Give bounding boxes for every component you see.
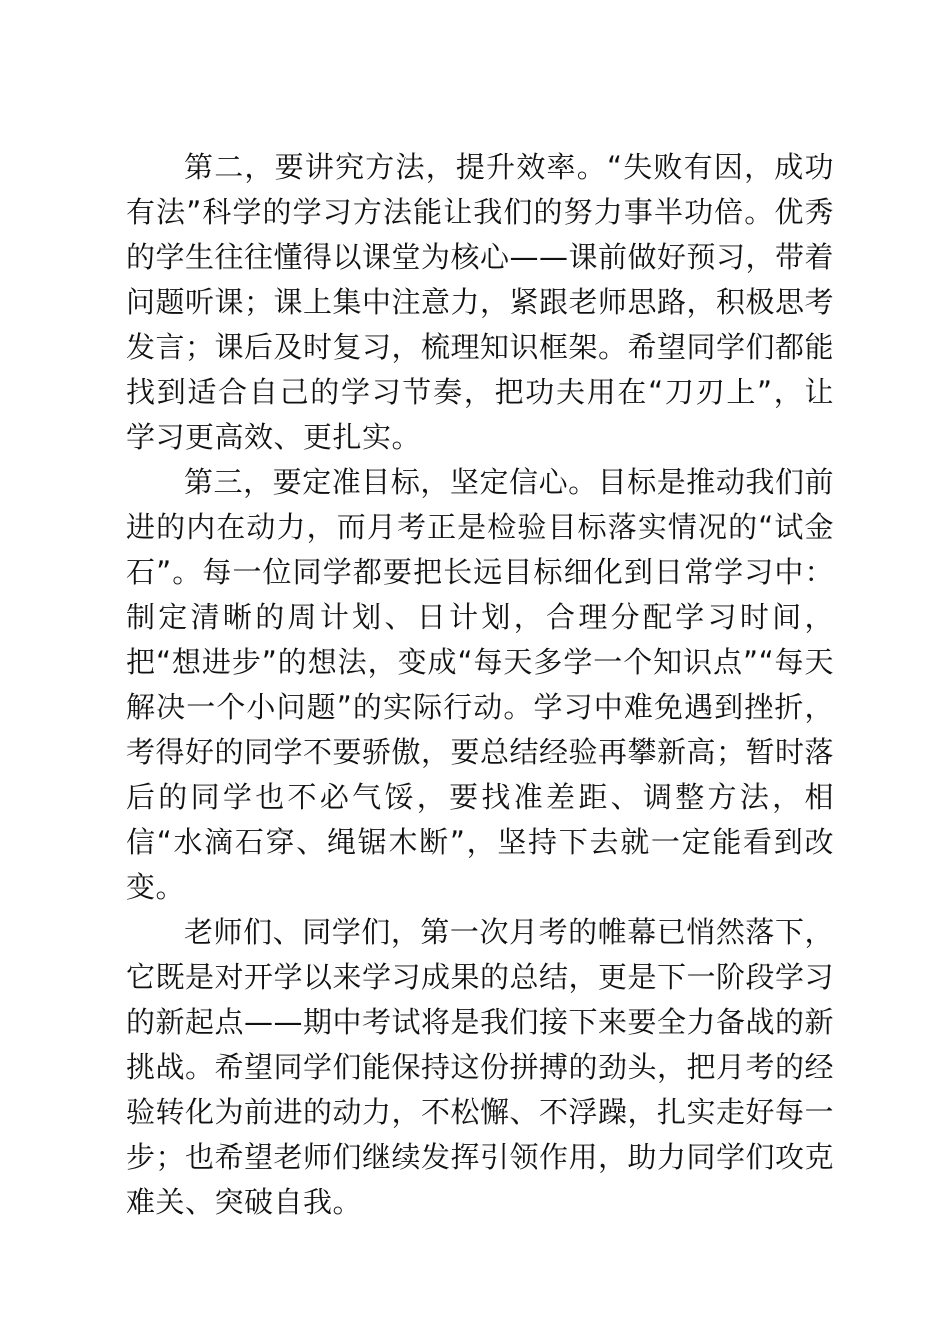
paragraph-method: 第二，要讲究方法，提升效率。“失败有因，成功有法”科学的学习方法能让我们的努力事半功倍。优秀的学生往往懂得以课堂为核心——课前做好预习，带着问题听课；课上集中注意力，紧跟老师思路，积极思考发言；课后及时复习，梳理知识框架。希望同学们都能找到适合自己的学习节奏，把功夫用在“刀刃上”，让学习更高效、更扎实。 [126, 150, 835, 454]
document-body [126, 145, 834, 1225]
paragraph-closing: 老师们、同学们，第一次月考的帷幕已悄然落下，它既是对开学以来学习成果的总结，更是下一阶段学习的新起点——期中考试将是我们接下来要全力备战的新挑战。希望同学们能保持这份拼搏的劲头，把月考的经验转化为前进的动力，不松懈、不浮躁，扎实走好每一步；也希望老师们继续发挥引领作用，助力同学们攻克难关、突破自我。 [126, 915, 835, 1219]
paragraph-goal: 第三，要定准目标，坚定信心。目标是推动我们前进的内在动力，而月考正是检验目标落实情况的“试金石”。每一位同学都要把长远目标细化到日常学习中：制定清晰的周计划、日计划，合理分配学习时间，把“想进步”的想法，变成“每天多学一个知识点”“每天解决一个小问题”的实际行动。学习中难免遇到挫折，考得好的同学不要骄傲，要总结经验再攀新高；暂时落后的同学也不必气馁，要找准差距、调整方法，相信“水滴石穿、绳锯木断”，坚持下去就一定能看到改变。 [126, 465, 835, 904]
